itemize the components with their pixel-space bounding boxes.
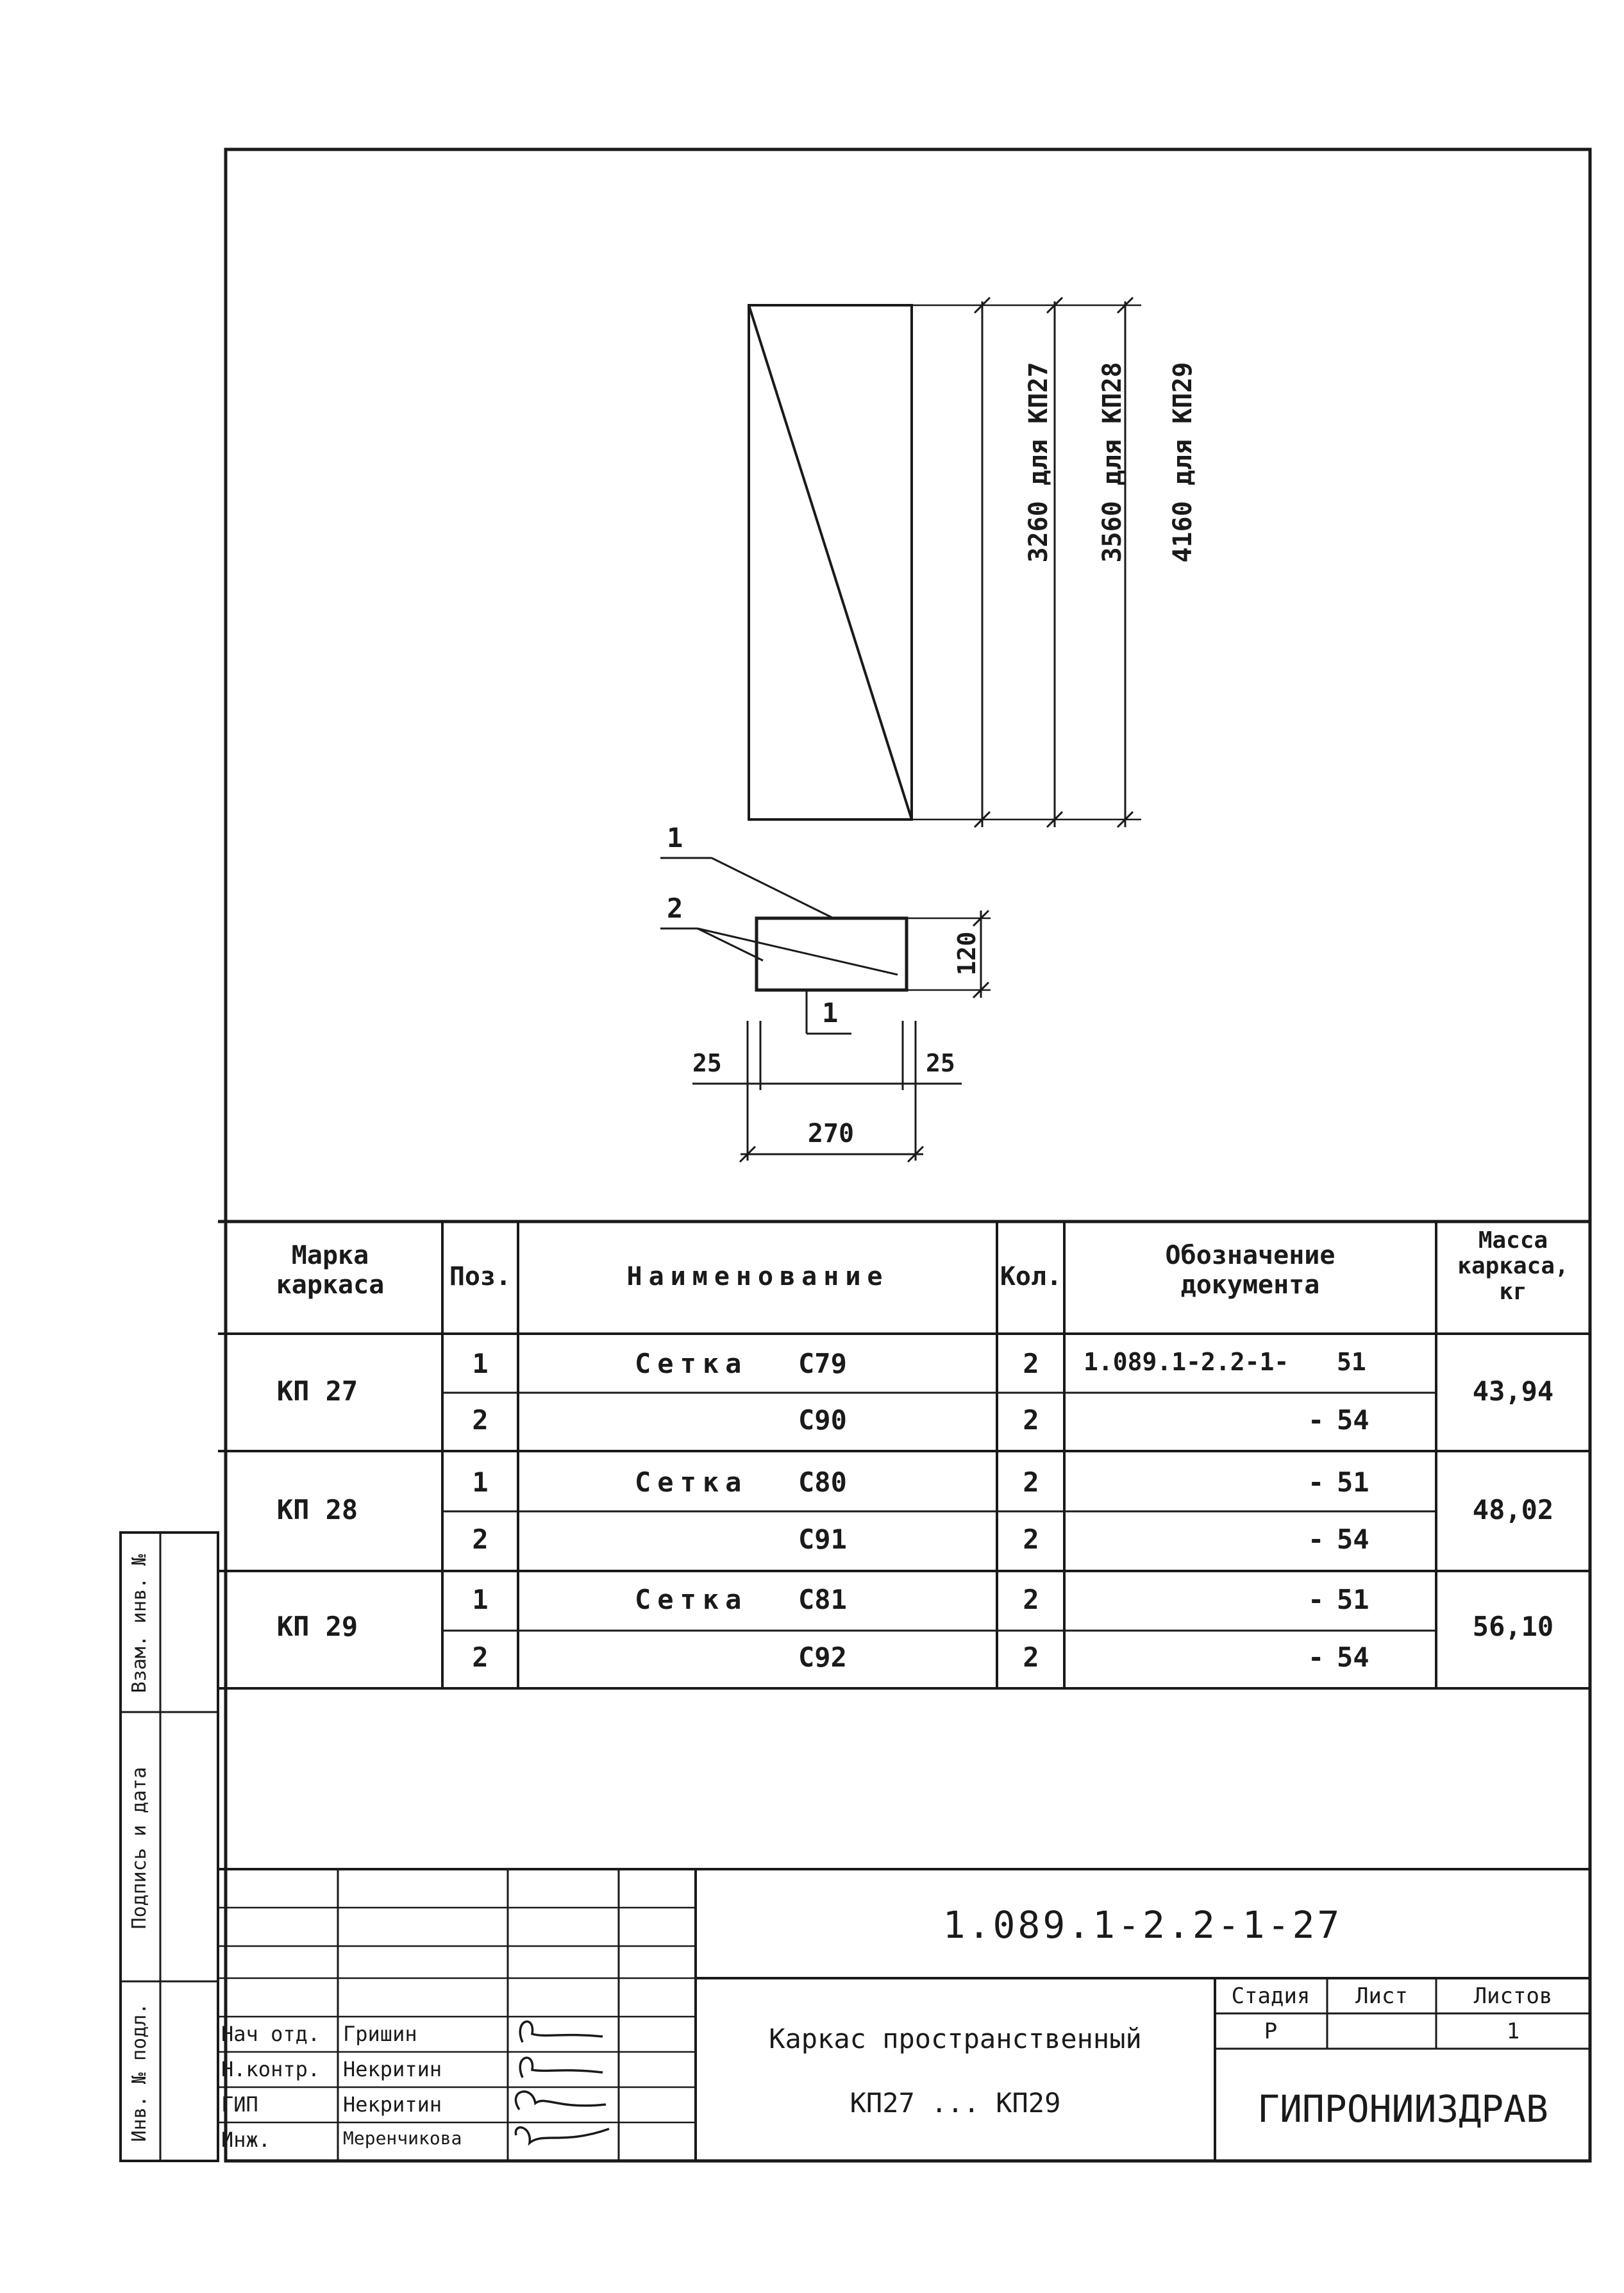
- item-code: С92: [798, 1642, 847, 1673]
- doc-num: 54: [1337, 1524, 1369, 1555]
- item-code: С90: [798, 1404, 847, 1436]
- mark-kp29: КП 29: [276, 1611, 358, 1642]
- leader-2a: [698, 928, 763, 961]
- qty: 2: [1023, 1466, 1039, 1498]
- doc-num: 51: [1337, 1584, 1369, 1615]
- pos: 1: [472, 1584, 489, 1615]
- header-doc: Обозначение документа: [1165, 1241, 1335, 1300]
- qty: 2: [1023, 1524, 1039, 1555]
- doc-prefix: -: [1308, 1466, 1325, 1498]
- pos: 2: [472, 1524, 489, 1555]
- header-name: Наименование: [626, 1262, 889, 1291]
- leader-label-1-bottom: 1: [822, 997, 839, 1029]
- doc-prefix: 1.089.1-2.2-1-: [1084, 1348, 1289, 1376]
- item-code: С81: [798, 1584, 847, 1615]
- header-qty: Кол.: [1000, 1262, 1062, 1291]
- doc-num: 51: [1337, 1348, 1366, 1376]
- mass-kp29: 56,10: [1472, 1611, 1554, 1642]
- sheets-label: Листов: [1473, 1983, 1553, 2009]
- dim-label-kp29: 4160 для КП29: [1168, 362, 1198, 563]
- pos: 1: [472, 1348, 489, 1379]
- cover-left-label: 25: [692, 1049, 722, 1077]
- signature-4: [515, 2128, 609, 2143]
- mass-kp28: 48,02: [1472, 1494, 1554, 1525]
- doc-prefix: -: [1308, 1524, 1325, 1555]
- doc-num: 54: [1337, 1642, 1369, 1673]
- qty: 2: [1023, 1404, 1039, 1436]
- signature-3: [515, 2092, 606, 2110]
- elevation-diagonal: [749, 305, 912, 819]
- dim-label-kp28: 3560 для КП28: [1098, 362, 1127, 563]
- title-line-1: Каркас пространственный: [769, 2023, 1142, 2054]
- side-inv-orig: Инв. № подл.: [128, 2003, 151, 2142]
- pos: 1: [472, 1466, 489, 1498]
- signature-1: [520, 2022, 603, 2042]
- mark-kp27: КП 27: [276, 1375, 358, 1407]
- signature-2: [520, 2058, 603, 2078]
- signature-role: Н.контр.: [221, 2057, 321, 2081]
- leader-label-1-top: 1: [667, 822, 683, 853]
- sheet-label: Лист: [1355, 1983, 1408, 2009]
- doc-prefix: -: [1308, 1642, 1325, 1673]
- signature-name: Некритин: [343, 2092, 442, 2117]
- stage-value: Р: [1264, 2019, 1278, 2044]
- item-name: Сетка: [635, 1466, 748, 1498]
- signature-role: Инж.: [221, 2128, 271, 2152]
- item-code: С79: [798, 1348, 847, 1379]
- signature-role: ГИП: [221, 2092, 258, 2117]
- mark-kp28: КП 28: [276, 1494, 358, 1525]
- signature-name: Меренчикова: [343, 2128, 462, 2149]
- title-line-2: КП27 ... КП29: [850, 2087, 1061, 2119]
- header-mark: Марка каркаса: [276, 1241, 385, 1300]
- doc-num: 51: [1337, 1466, 1369, 1498]
- doc-prefix: -: [1308, 1404, 1325, 1436]
- dim-label-kp27: 3260 для КП27: [1024, 362, 1053, 563]
- signature-role: Нач отд.: [221, 2022, 321, 2046]
- mass-kp27: 43,94: [1472, 1375, 1554, 1407]
- leader-label-2: 2: [667, 893, 683, 924]
- section-height-label: 120: [953, 931, 981, 976]
- sheets-value: 1: [1506, 2019, 1520, 2044]
- signature-name: Гришин: [343, 2022, 417, 2046]
- item-name: Сетка: [635, 1584, 748, 1615]
- pos: 2: [472, 1642, 489, 1673]
- header-mass: Масса каркаса, кг: [1457, 1227, 1569, 1305]
- leader-1-top: [712, 858, 833, 918]
- item-code: С91: [798, 1524, 847, 1555]
- side-inv-sub: Взам. инв. №: [128, 1554, 151, 1693]
- qty: 2: [1023, 1584, 1039, 1615]
- pos: 2: [472, 1404, 489, 1436]
- qty: 2: [1023, 1642, 1039, 1673]
- doc-prefix: -: [1308, 1584, 1325, 1615]
- item-name: Сетка: [635, 1348, 748, 1379]
- leader-2b: [698, 928, 898, 975]
- item-code: С80: [798, 1466, 847, 1498]
- header-pos: Поз.: [449, 1262, 512, 1291]
- doc-num: 54: [1337, 1404, 1369, 1436]
- signature-name: Некритин: [343, 2057, 442, 2081]
- organization-name: ГИПРОНИИЗДРАВ: [1257, 2087, 1548, 2131]
- cover-right-label: 25: [926, 1049, 955, 1077]
- width-dim-label: 270: [807, 1119, 855, 1148]
- qty: 2: [1023, 1348, 1039, 1379]
- section-outline: [757, 918, 907, 990]
- stage-label: Стадия: [1231, 1983, 1310, 2009]
- side-sign-date: Подпись и дата: [128, 1767, 151, 1929]
- doc-code: 1.089.1-2.2-1-27: [942, 1903, 1343, 1947]
